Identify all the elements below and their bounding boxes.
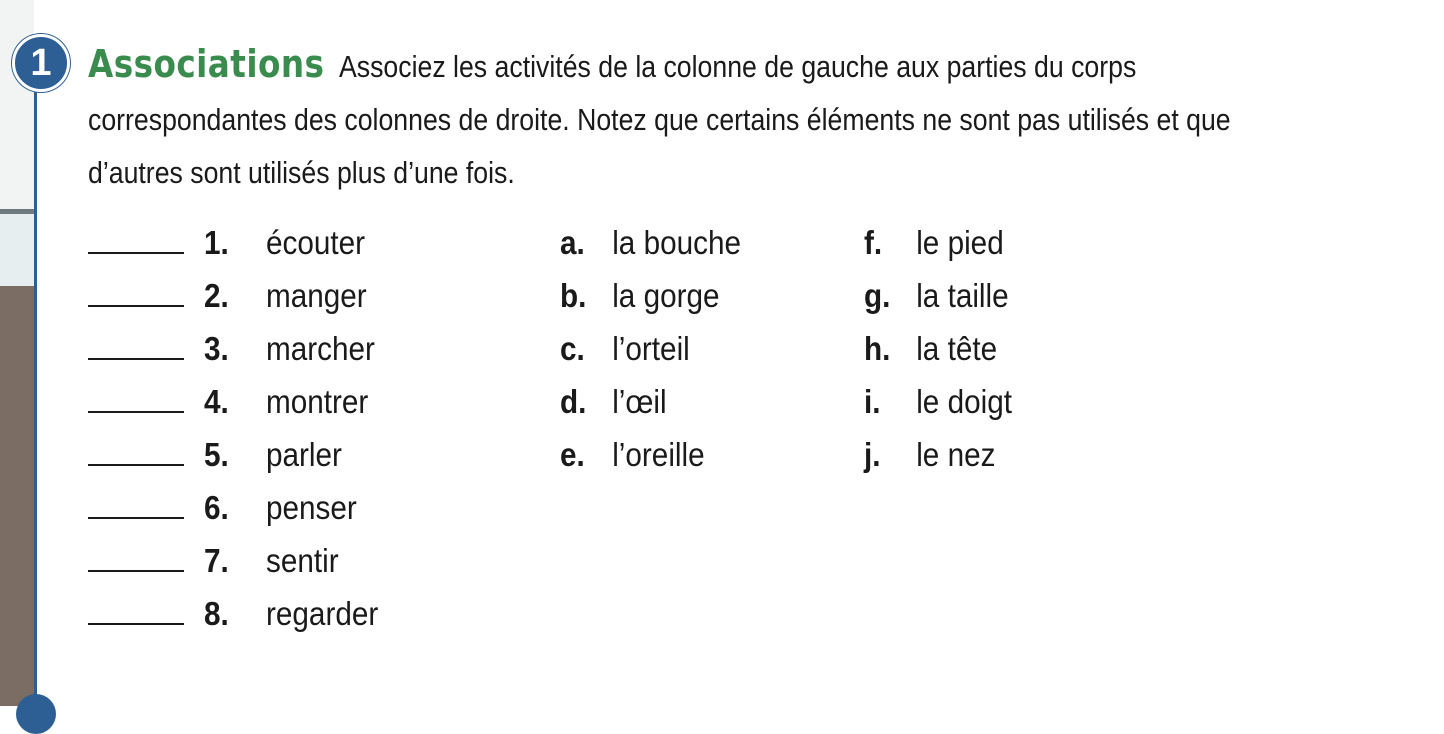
activity-number: 6. (204, 489, 229, 526)
left-margin-photo-light (0, 214, 34, 286)
section-vertical-rule (34, 80, 37, 706)
answer-blank[interactable] (88, 570, 184, 572)
left-margin-photo-dark (0, 286, 34, 706)
activity-word: marcher (266, 330, 375, 367)
option-word: le pied (916, 224, 1004, 261)
body-part-option (864, 330, 997, 370)
body-part-option (864, 383, 1012, 423)
option-letter: g. (864, 277, 891, 314)
option-letter: d. (560, 383, 587, 420)
option-letter: b. (560, 277, 587, 314)
activity-word: parler (266, 436, 342, 473)
activity-number: 1. (204, 224, 229, 261)
option-word: le nez (916, 436, 996, 473)
body-part-option (560, 383, 667, 423)
option-letter: h. (864, 330, 891, 367)
body-part-option (560, 224, 741, 264)
body-part-option (560, 277, 720, 317)
option-word: le doigt (916, 383, 1012, 420)
option-word: la taille (916, 277, 1009, 314)
option-letter: e. (560, 436, 585, 473)
activity-number: 7. (204, 542, 229, 579)
activity-number: 4. (204, 383, 229, 420)
exercise-title: Associations (88, 42, 325, 86)
option-letter: j. (864, 436, 881, 473)
activity-word: regarder (266, 595, 379, 632)
body-part-option (560, 330, 690, 370)
answer-blank[interactable] (88, 623, 184, 625)
activity-word: penser (266, 489, 357, 526)
option-word: l’oreille (612, 436, 705, 473)
option-word: la tête (916, 330, 998, 367)
activity-word: montrer (266, 383, 369, 420)
answer-blank[interactable] (88, 358, 184, 360)
body-part-option (864, 277, 1009, 317)
option-letter: f. (864, 224, 883, 261)
answer-blank[interactable] (88, 305, 184, 307)
option-word: la bouche (612, 224, 742, 261)
option-letter: a. (560, 224, 585, 261)
activity-number: 2. (204, 277, 229, 314)
answer-blank[interactable] (88, 517, 184, 519)
option-word: l’œil (612, 383, 667, 420)
exercise-number-badge: 1 (12, 34, 70, 92)
activity-word: manger (266, 277, 367, 314)
answer-blank[interactable] (88, 411, 184, 413)
option-letter: i. (864, 383, 881, 420)
instructions-text: Associez les activités de la colonne de gauche aux parties du corps correspondantes des colonnes de droite. Notez que certains éléments ne sont pas utilisés et que d’autres sont utilisés plus d’une fois. (88, 49, 1231, 190)
option-word: la gorge (612, 277, 720, 314)
body-part-option (560, 436, 705, 476)
option-letter: c. (560, 330, 585, 367)
answer-blank[interactable] (88, 252, 184, 254)
answer-blank[interactable] (88, 464, 184, 466)
activity-number: 3. (204, 330, 229, 367)
activity-word: écouter (266, 224, 366, 261)
activity-number: 8. (204, 595, 229, 632)
exercise-instructions (88, 38, 1318, 199)
activity-word: sentir (266, 542, 339, 579)
left-margin-photo-top (0, 0, 34, 214)
body-part-option (864, 224, 1004, 264)
next-exercise-badge-edge (16, 694, 56, 734)
activity-number: 5. (204, 436, 229, 473)
option-word: l’orteil (612, 330, 690, 367)
body-part-option (864, 436, 995, 476)
